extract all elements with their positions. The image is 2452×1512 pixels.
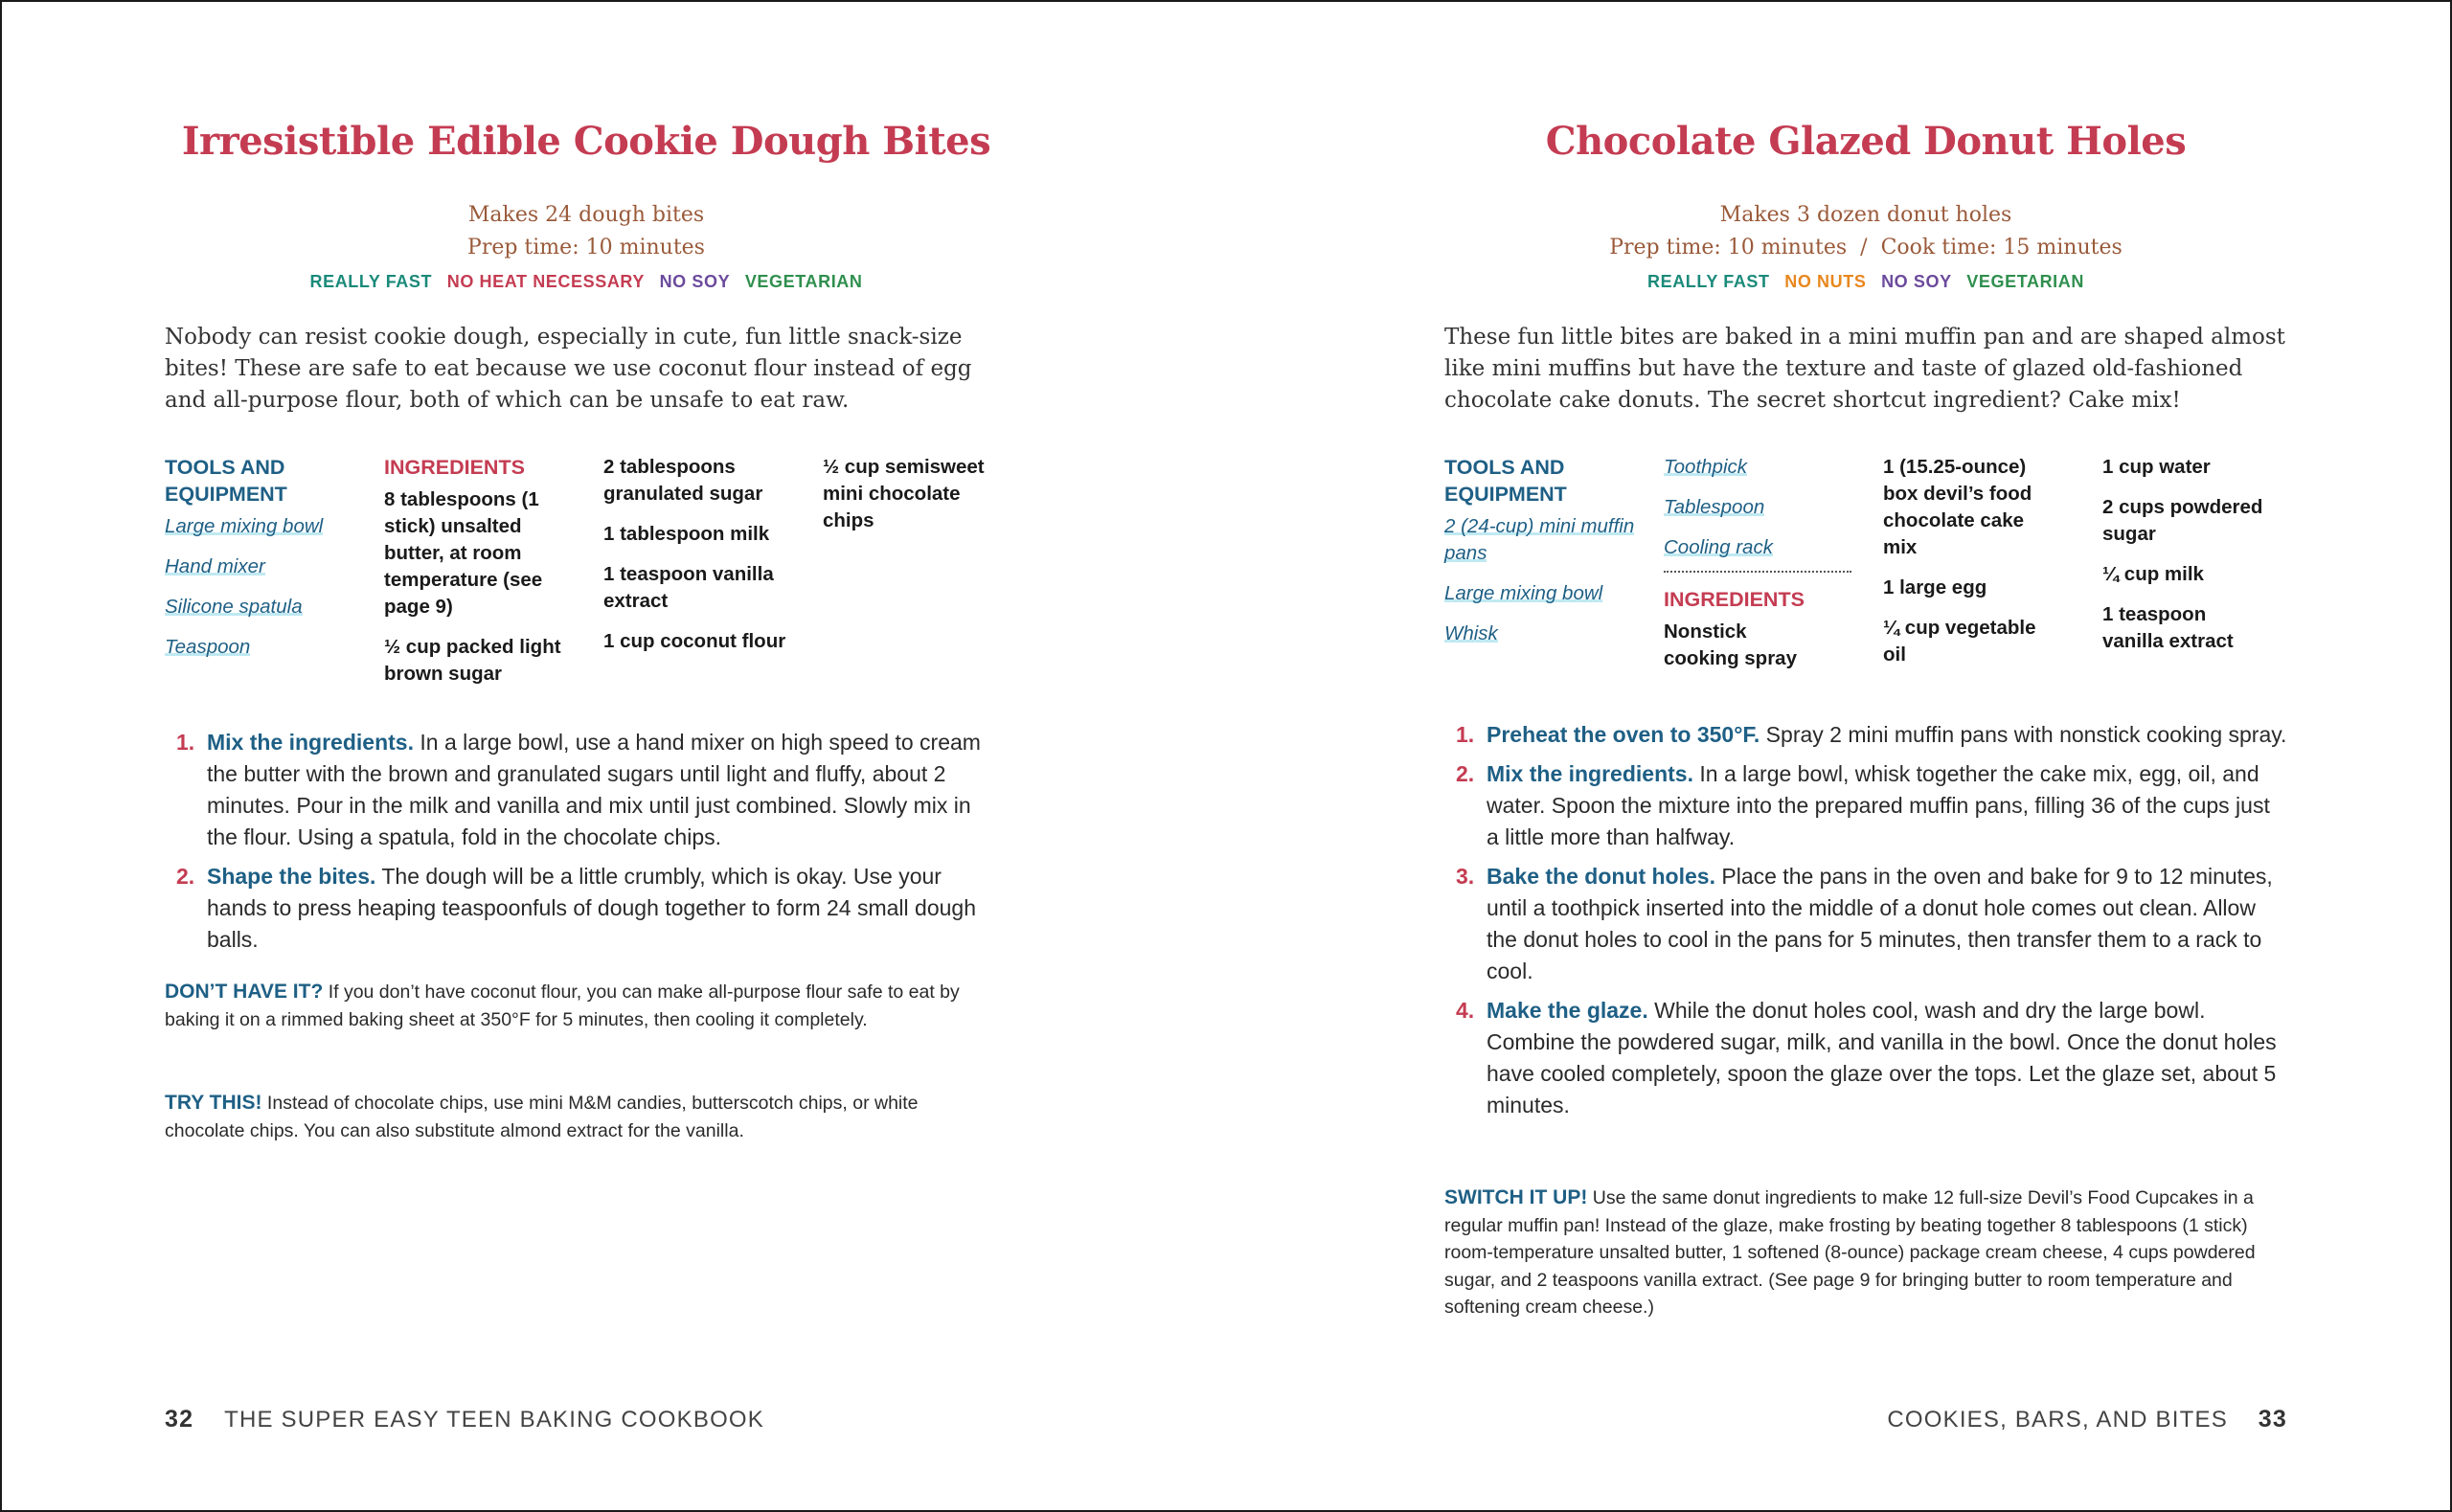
right-footer	[1887, 1406, 2287, 1433]
step-lead: Shape the bites.	[207, 864, 376, 889]
ingredient-item: 1 cup water	[2102, 456, 2211, 478]
chapter-title: COOKIES, BARS, AND BITES	[1887, 1407, 2228, 1433]
tools-column	[165, 454, 375, 674]
book-title: THE SUPER EASY TEEN BAKING COOKBOOK	[224, 1407, 765, 1433]
tag-really-fast: REALLY FAST	[309, 272, 433, 291]
tag-no-nuts: NO NUTS	[1784, 272, 1867, 291]
intro-paragraph: These fun little bites are baked in a mini muffin pan and are shaped almost like mini muffins but have the texture and taste of glazed old-fashioned chocolate cake donuts. The secret shortcut ingredient? Cake mix!	[1444, 325, 2285, 413]
step-text: The dough will be a little crumbly, which is okay. Use your hands to press heaping teaspoonfuls of dough together to form 24 small dough balls.	[207, 864, 976, 952]
ingredients-column-1	[384, 454, 595, 701]
section-divider	[1664, 571, 1851, 573]
step-lead: Preheat the oven to 350°F.	[1487, 722, 1760, 747]
tool-item: 2 (24-cup) mini muffin pans	[1444, 515, 1635, 564]
yield-text: Makes 3 dozen donut holes	[1719, 203, 2012, 227]
note-lead: SWITCH IT UP!	[1444, 1186, 1588, 1208]
ingredient-item: ¼ cup vegetable oil	[1883, 617, 2036, 666]
page-number: 32	[165, 1406, 194, 1433]
recipe-meta	[1444, 199, 2287, 264]
ingredient-item: 1 teaspoon vanilla extract	[2102, 603, 2234, 652]
tag-vegetarian: VEGETARIAN	[744, 272, 863, 291]
dont-have-it-note	[165, 979, 998, 1033]
cook-time-text: Cook time: 15 minutes	[1880, 236, 2123, 260]
step-text: While the donut holes cool, wash and dry the large bowl. Combine the powdered sugar, milk, and vanilla in the bowl. Once the donut holes have cooled completely, spoon the glaze over the tops. Let the glaze set, about 5 minutes.	[1487, 998, 2277, 1117]
ingredients-column-3	[1883, 454, 2094, 682]
recipe-meta	[165, 199, 1008, 264]
ingredient-item: 1 large egg	[1883, 576, 1987, 598]
ingredient-item: ½ cup semisweet mini chocolate chips	[823, 456, 985, 531]
ingredient-item: 8 tablespoons (1 stick) unsalted butter, at room temperature (see page 9)	[384, 488, 543, 618]
times-line	[1444, 232, 2287, 264]
ingredient-item: Nonstick cooking spray	[1664, 621, 1797, 669]
prep-time-text: Prep time: 10 minutes	[467, 236, 705, 260]
time-separator: /	[1860, 236, 1868, 260]
recipe-title: Irresistible Edible Cookie Dough Bites	[181, 119, 991, 164]
left-footer	[165, 1406, 764, 1433]
step-number: 2.	[176, 864, 195, 889]
ingredient-item: 1 cup coconut flour	[603, 630, 786, 652]
step-lead: Bake the donut holes.	[1487, 864, 1715, 889]
ingredients-heading: INGREDIENTS	[1664, 588, 1805, 611]
step-lead: Make the glaze.	[1487, 998, 1648, 1023]
step-item	[1444, 719, 2287, 751]
ingredients-column-4	[2102, 454, 2313, 668]
step-text: In a large bowl, whisk together the cake mix, egg, oil, and water. Spoon the mixture into the prepared muffin pans, filling 36 of the cups just a little more than halfway.	[1487, 761, 2270, 849]
tool-item: Teaspoon	[165, 636, 251, 658]
tool-item: Toothpick	[1664, 456, 1747, 478]
intro-paragraph: Nobody can resist cookie dough, especially in cute, fun little snack-size bites! These are safe to eat because we use coconut flour instead of egg and all-purpose flour, both of which can be unsafe to eat raw.	[165, 325, 972, 413]
tools-heading: TOOLS AND EQUIPMENT	[1444, 456, 1567, 506]
diet-tags	[1444, 272, 2287, 292]
step-number: 1.	[176, 730, 195, 755]
note-text: If you don’t have coconut flour, you can make all-purpose flour safe to eat by baking it on a rimmed baking sheet at 350°F for 5 minutes, then cooling it completely.	[165, 982, 960, 1030]
step-number: 1.	[1456, 722, 1475, 747]
tool-item: Large mixing bowl	[165, 515, 324, 537]
tool-item: Whisk	[1444, 622, 1498, 644]
steps-list	[165, 727, 1008, 963]
tools-column-1	[1444, 454, 1655, 661]
step-lead: Mix the ingredients.	[1487, 761, 1693, 786]
ingredients-column-3	[823, 454, 1033, 548]
step-lead: Mix the ingredients.	[207, 730, 414, 755]
tools-heading: TOOLS AND EQUIPMENT	[165, 456, 287, 506]
note-lead: TRY THIS!	[165, 1092, 262, 1114]
ingredient-item: 1 (15.25-ounce) box devil’s food chocolate cake mix	[1883, 456, 2032, 558]
recipe-title: Chocolate Glazed Donut Holes	[1545, 119, 2187, 164]
switch-it-up-note	[1444, 1185, 2259, 1321]
tag-vegetarian: VEGETARIAN	[1966, 272, 2084, 291]
steps-list	[1444, 719, 2287, 1129]
tool-item: Hand mixer	[165, 555, 265, 577]
step-item	[165, 727, 1008, 853]
step-number: 4.	[1456, 998, 1475, 1023]
step-text: Place the pans in the oven and bake for 9 to 12 minutes, until a toothpick inserted into the middle of a donut hole comes out clean. Allow the donut holes to cool in the pans for 5 minutes, then transfer them to a rack to cool.	[1487, 864, 2273, 983]
tag-really-fast: REALLY FAST	[1647, 272, 1770, 291]
step-number: 2.	[1456, 761, 1475, 786]
try-this-note	[165, 1090, 998, 1144]
ingredient-item: ¼ cup milk	[2102, 563, 2204, 585]
prep-time-text: Prep time: 10 minutes	[1609, 236, 1848, 260]
tag-no-heat-necessary: NO HEAT NECESSARY	[446, 272, 645, 291]
step-item	[1444, 995, 2287, 1121]
ingredient-item: ½ cup packed light brown sugar	[384, 636, 561, 685]
step-text: Spray 2 mini muffin pans with nonstick cooking spray.	[1760, 722, 2287, 747]
ingredient-item: 2 cups powdered sugar	[2102, 496, 2263, 545]
page-number: 33	[2258, 1406, 2287, 1433]
ingredient-item: 2 tablespoons granulated sugar	[603, 456, 763, 505]
ingredients-column-2	[603, 454, 814, 668]
ingredient-item: 1 tablespoon milk	[603, 523, 770, 545]
tool-item: Tablespoon	[1664, 496, 1765, 518]
tag-no-soy: NO SOY	[659, 272, 731, 291]
note-lead: DON’T HAVE IT?	[165, 981, 324, 1003]
ingredient-item: 1 teaspoon vanilla extract	[603, 563, 774, 612]
diet-tags	[165, 272, 1008, 292]
tools-column-2	[1664, 454, 1874, 686]
note-text: Instead of chocolate chips, use mini M&M candies, butterscotch chips, or white chocolate chips. You can also substitute almond extract for the vanilla.	[165, 1093, 919, 1141]
yield-text: Makes 24 dough bites	[467, 203, 705, 227]
step-item	[1444, 758, 2287, 853]
step-number: 3.	[1456, 864, 1475, 889]
step-item	[1444, 861, 2287, 987]
tool-item: Cooling rack	[1664, 536, 1773, 558]
step-item	[165, 861, 1008, 956]
note-text: Use the same donut ingredients to make 12 full-size Devil’s Food Cupcakes in a regular muffin pan! Instead of the glaze, make frosting by beating together 8 tablespoons (1 stick) room-temperature unsalted butter, 1 softened (8-ounce) package cream cheese, 4 cups powdered sugar, and 2 teaspoons vanilla extract. (See page 9 for bringing butter to room temperature and softening cream cheese.)	[1444, 1187, 2256, 1318]
tool-item: Silicone spatula	[165, 596, 303, 618]
tool-item: Large mixing bowl	[1444, 582, 1603, 604]
ingredients-heading: INGREDIENTS	[384, 456, 525, 479]
tag-no-soy: NO SOY	[1881, 272, 1952, 291]
step-text: In a large bowl, use a hand mixer on high speed to cream the butter with the brown and granulated sugars until light and fluffy, about 2 minutes. Pour in the milk and vanilla and mix until just combined. Slowly mix in the flour. Using a spatula, fold in the chocolate chips.	[207, 730, 981, 849]
